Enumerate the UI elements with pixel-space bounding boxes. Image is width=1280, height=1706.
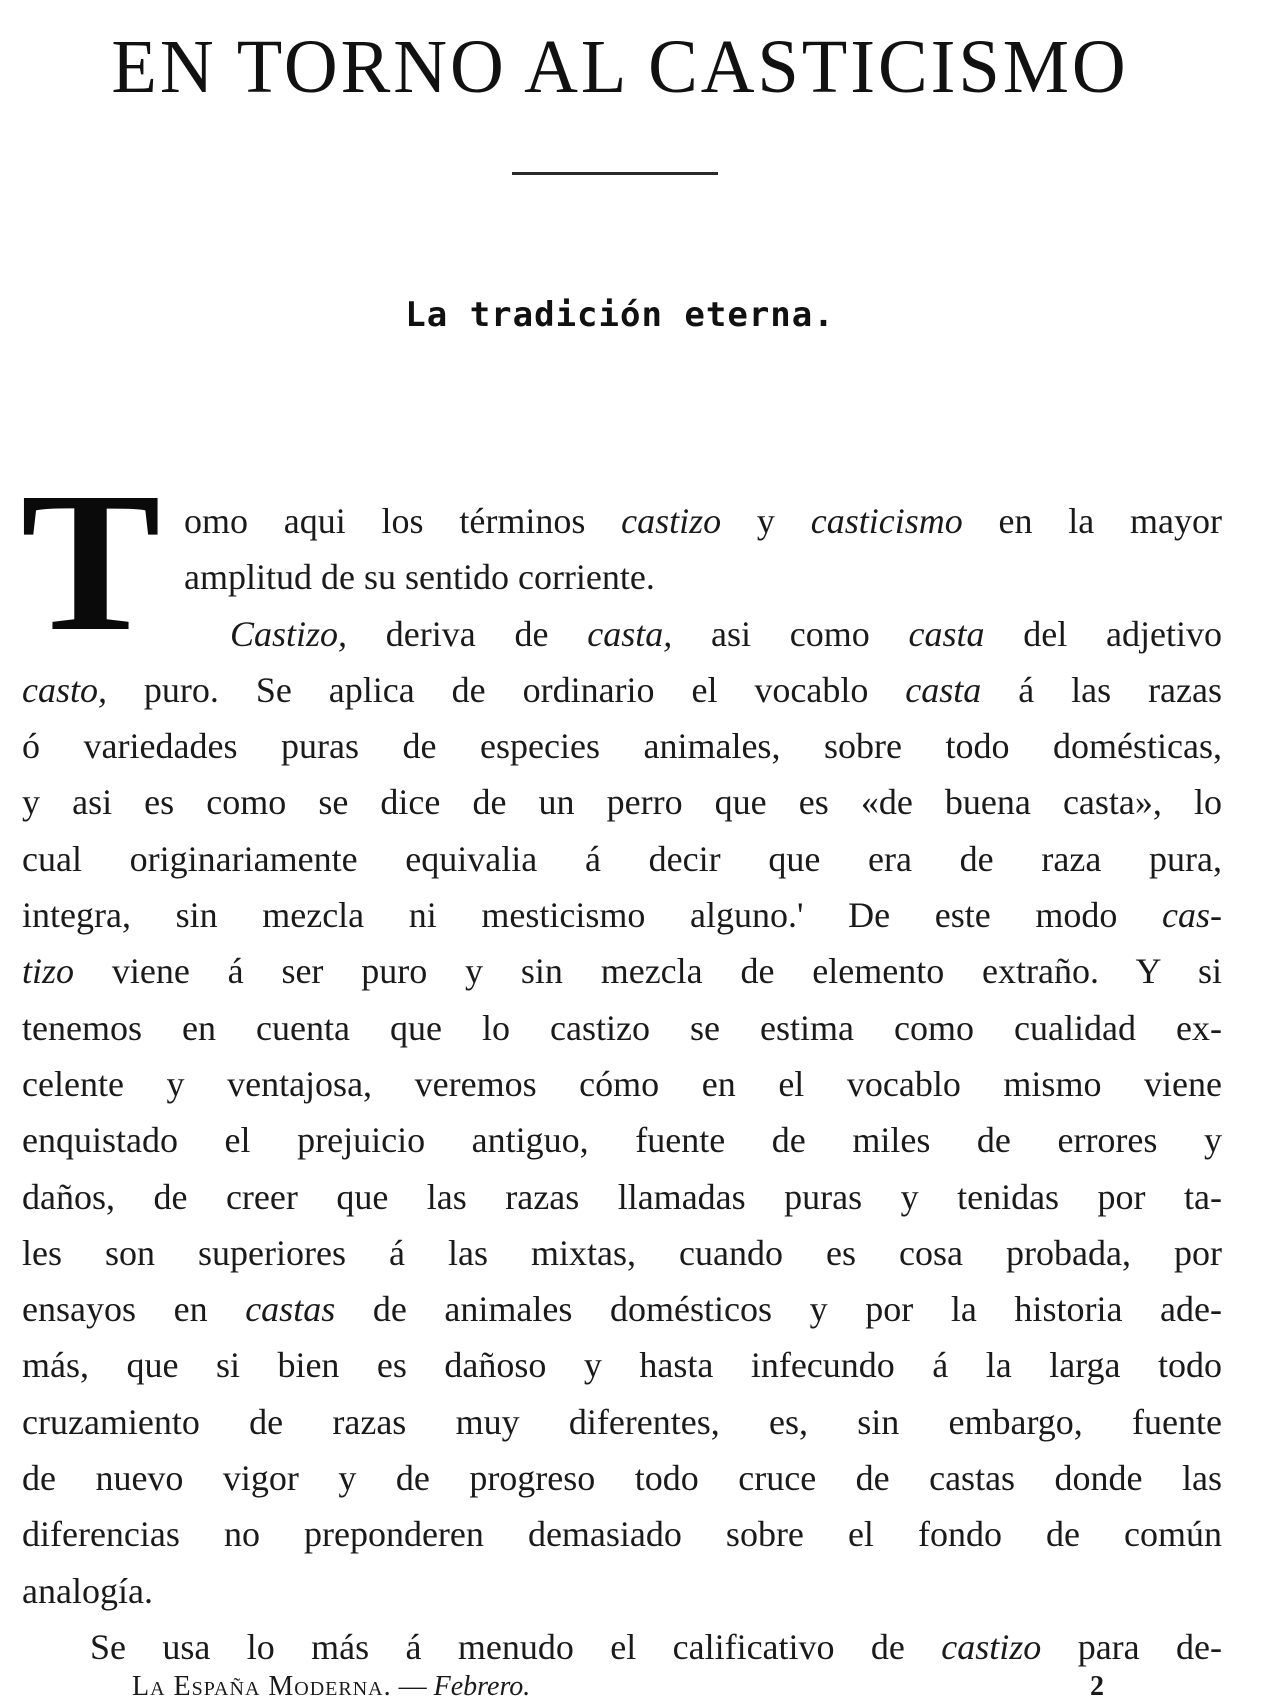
drop-cap: T xyxy=(20,452,161,673)
text-line: cual originariamente equivalia á decir que era de raza pura, xyxy=(22,838,1222,879)
text-line: ó variedades puras de especies animales, sobre todo domésticas, xyxy=(22,726,1222,767)
text-line: Se usa lo más á menudo el calificativo de castizo para de- xyxy=(90,1626,1222,1667)
text-line: más, que si bien es dañoso y hasta infecundo á la larga todo xyxy=(22,1345,1222,1386)
page-footer xyxy=(132,1670,1132,1704)
text-line: omo aqui los términos castizo y casticismo en la mayor xyxy=(184,501,1222,541)
text-line: casto, puro. Se aplica de ordinario el vocablo casta á las razas xyxy=(22,669,1223,710)
text-line: diferencias no preponderen demasiado sobre el fondo de común xyxy=(22,1514,1222,1555)
issue-month: Febrero. xyxy=(433,1671,531,1702)
text-line: daños, de creer que las razas llamadas puras y tenidas por ta- xyxy=(22,1176,1222,1217)
text-line: analogía. xyxy=(22,1570,153,1611)
text-line: celente y ventajosa, veremos cómo en el vocablo mismo viene xyxy=(22,1063,1222,1104)
text-line: tizo viene á ser puro y sin mezcla de elemento extraño. Y si xyxy=(22,951,1222,992)
footer-dash: — xyxy=(391,1671,434,1702)
text-line: cruzamiento de razas muy diferentes, es, sin embargo, fuente xyxy=(22,1401,1222,1442)
text-line: y asi es como se dice de un perro que es «de buena casta», lo xyxy=(22,782,1222,823)
page-title: EN TORNO AL CASTICISMO xyxy=(111,25,1129,109)
text-line: integra, sin mezcla ni mesticismo alguno.' De este modo cas- xyxy=(22,895,1222,936)
text-line: tenemos en cuenta que lo castizo se estima como cualidad ex- xyxy=(22,1007,1222,1048)
body-paragraph xyxy=(22,493,1222,1675)
journal-name: La España Moderna. xyxy=(132,1671,392,1702)
text-line: Castizo, deriva de casta, asi como casta del adjetivo xyxy=(230,613,1222,654)
title-divider xyxy=(512,172,718,175)
section-subtitle: La tradición eterna. xyxy=(405,295,835,335)
text-line: amplitud de su sentido corriente. xyxy=(184,557,655,598)
text-line: ensayos en castas de animales domésticos y por la historia ade- xyxy=(22,1289,1222,1330)
signature-mark: 2 xyxy=(1090,1671,1104,1702)
text-line: de nuevo vigor y de progreso todo cruce de castas donde las xyxy=(22,1458,1222,1499)
text-line: enquistado el prejuicio antiguo, fuente de miles de errores y xyxy=(22,1120,1222,1161)
text-line: les son superiores á las mixtas, cuando es cosa probada, por xyxy=(22,1232,1222,1273)
